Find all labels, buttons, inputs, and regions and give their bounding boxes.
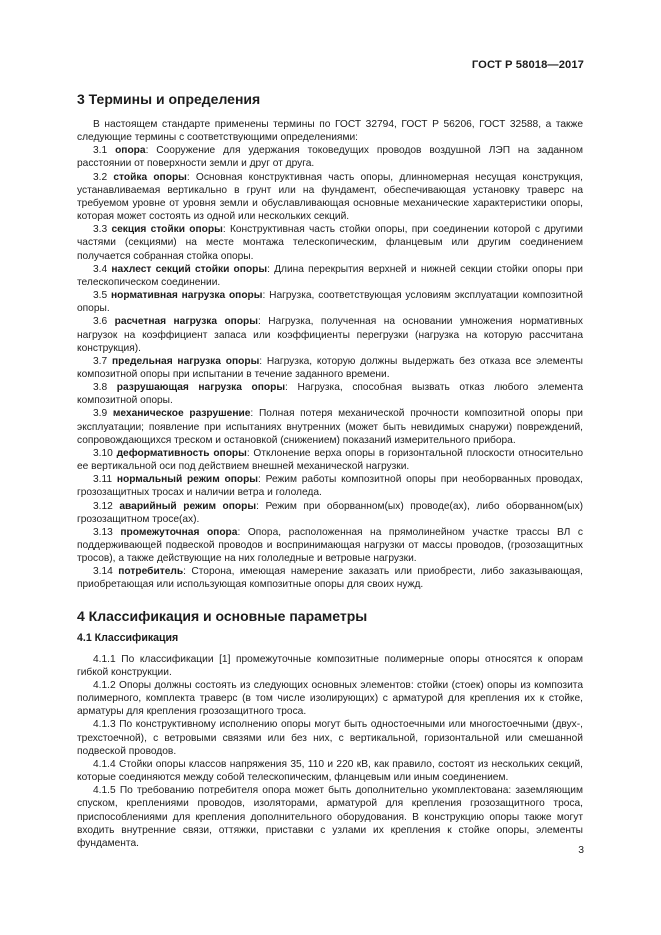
term-name: нормативная нагрузка опоры [111, 290, 263, 302]
term-number: 3.5 [93, 290, 108, 302]
term-text: : Полная потеря механической прочности композитной опоры при эксплуатации; появление при испытаниях внутренних (может быть невидимых снаружи) повреждений, сопровождающихся треском и остановкой (снижением) показаний измерительного прибора. [77, 408, 583, 446]
term-definition [77, 223, 583, 262]
page-number: 3 [578, 845, 584, 856]
section-4-paragraph: 4.1.4 Стойки опоры классов напряжения 35, 110 и 220 кВ, как правило, состоят из нескольких секций, которые соединяются между собой телескопическим, фланцевым или иным соединением. [77, 758, 583, 784]
term-name: деформативность опоры [116, 447, 247, 459]
page-content [77, 90, 583, 850]
term-name: стойка опоры [113, 171, 187, 183]
term-text: : Сооружение для удержания токоведущих проводов воздушной ЛЭП на заданном расстоянии от поверхности земли и друг от друга. [77, 145, 583, 170]
term-text: : Сторона, имеющая намерение заказать или приобрести, либо заказывающая, приобретающая или использующая композитные опоры для своих нужд. [77, 566, 583, 591]
term-name: расчетная нагрузка опоры [114, 316, 258, 328]
term-number: 3.2 [93, 171, 108, 183]
section-4-paragraph: 4.1.5 По требованию потребителя опора может быть дополнительно укомплектована: заземляющим спуском, креплениями проводов, изоляторами, арматурой для крепления грозозащитного троса, приспособлениями для крепления дополнительного оборудования. В конструкцию опоры также могут входить внутренние связи, оттяжки, приставки с узлами их крепления к стойке опоры, элементы фундамента. [77, 785, 583, 849]
term-definition [77, 289, 583, 315]
term-number: 3.9 [93, 408, 108, 420]
term-definition [77, 171, 583, 224]
term-definition [77, 144, 583, 170]
term-text: : Конструктивная часть стойки опоры, при соединении которой с другими частями (секциями) на месте монтажа телескопическим, фланцевым или другим соединением получается собранная стойка опоры. [77, 224, 583, 262]
term-definition [77, 447, 583, 473]
term-number: 3.13 [93, 526, 113, 538]
term-number: 3.1 [93, 145, 108, 157]
terms-list [77, 144, 583, 591]
term-definition [77, 355, 583, 381]
term-number: 3.4 [93, 263, 108, 275]
term-definition [77, 500, 583, 526]
term-definition [77, 473, 583, 499]
section-4-paragraph: 4.1.1 По классификации [1] промежуточные композитные полимерные опоры относятся к опорам гибкой конструкции. [77, 653, 583, 678]
section-4-title: 4 Классификация и основные параметры [77, 607, 368, 624]
term-number: 3.14 [93, 566, 113, 578]
document-code: ГОСТ Р 58018—2017 [471, 59, 584, 71]
term-name: предельная нагрузка опоры [111, 355, 260, 367]
term-text: : Нагрузка, полученная на основании умножения нормативных нагрузок на коэффициент запаса или коэффициенты перегрузки (нагрузка на которую рассчитана конструкция). [77, 316, 583, 354]
term-text: : Режим при оборванном(ых) проводе(ах), либо оборванном(ых) грозозащитном тросе(ах). [77, 500, 583, 525]
term-name: механическое разрушение [112, 408, 251, 420]
term-definition [77, 407, 583, 446]
term-definition [77, 263, 583, 289]
term-name: потребитель [118, 566, 184, 578]
term-name: опора [115, 145, 146, 157]
term-definition [77, 565, 583, 591]
section-3-title: 3 Термины и определения [77, 91, 261, 107]
term-text: : Нагрузка, которую должны выдержать без отказа все элементы композитной опоры при испытании в течение заданного времени. [77, 355, 583, 380]
term-text: : Опора, расположенная на прямолинейном участке трассы ВЛ с поддерживающей подвеской проводов и воспринимающая нагрузки от массы проводов, (грозозащитных тросов), а также действующие на них гололедные и ветровые нагрузки. [77, 526, 583, 565]
term-definition [77, 526, 583, 565]
term-number: 3.8 [93, 382, 108, 394]
term-number: 3.3 [93, 224, 108, 236]
term-name: нормальный режим опоры [116, 474, 259, 486]
term-name: промежуточная опора [120, 526, 238, 538]
term-number: 3.12 [93, 500, 113, 512]
term-number: 3.11 [93, 474, 113, 486]
term-text: : Нагрузка, способная вызвать отказ любого элемента композитной опоры. [77, 382, 583, 407]
section-4-paragraph: 4.1.3 По конструктивному исполнению опоры могут быть одностоечными или многостоечными (двух-, трехстоечной), с ветровыми связями или без них, с вертикальной, горизонтальной или смешанной подвеской проводов. [77, 719, 583, 757]
term-text: : Отклонение верха опоры в горизонтальной плоскости относительно ее вертикальной оси под действием внешней механической нагрузки. [77, 447, 583, 473]
term-text: : Основная конструктивная часть опоры, длинномерная несущая конструкция, устанавливаемая вертикально в грунт или на фундамент, обеспечивающая установку траверс на требуемом уровне от уровня земли и обуславливающая основные механические характеристики опоры, которая может состоять из одной или нескольких секций. [77, 171, 583, 223]
term-text: : Длина перекрытия верхней и нижней секции стойки опоры при телескопическом соединении. [77, 263, 583, 288]
subsection-4-1-title: 4.1 Классификация [77, 631, 179, 644]
term-name: секция стойки опоры [111, 224, 223, 236]
term-name: нахлест секций стойки опоры [111, 263, 268, 275]
term-number: 3.7 [93, 355, 108, 367]
term-text: : Режим работы композитной опоры при необорванных проводах, грозозащитных тросах и наличии ветра и гололеда. [77, 474, 583, 499]
section-4-paragraphs [77, 653, 583, 850]
section-3-intro: В настоящем стандарте применены термины по ГОСТ 32794, ГОСТ Р 56206, ГОСТ 32588, а также следующие термины с соответствующими определениями: [77, 119, 583, 144]
term-definition [77, 315, 583, 354]
term-number: 3.6 [93, 316, 108, 328]
term-text: : Нагрузка, соответствующая условиям эксплуатации композитной опоры. [77, 290, 583, 315]
term-definition [77, 381, 583, 407]
term-name: разрушающая нагрузка опоры [116, 382, 286, 394]
term-name: аварийный режим опоры [119, 500, 257, 512]
section-4-paragraph: 4.1.2 Опоры должны состоять из следующих основных элементов: стойки (стоек) опоры из композита полимерного, комплекта траверс (в том числе изолирующих) с арматурой для крепления их к стойке, арматуры для крепления грозозащитного троса. [77, 679, 583, 718]
term-number: 3.10 [93, 447, 113, 459]
